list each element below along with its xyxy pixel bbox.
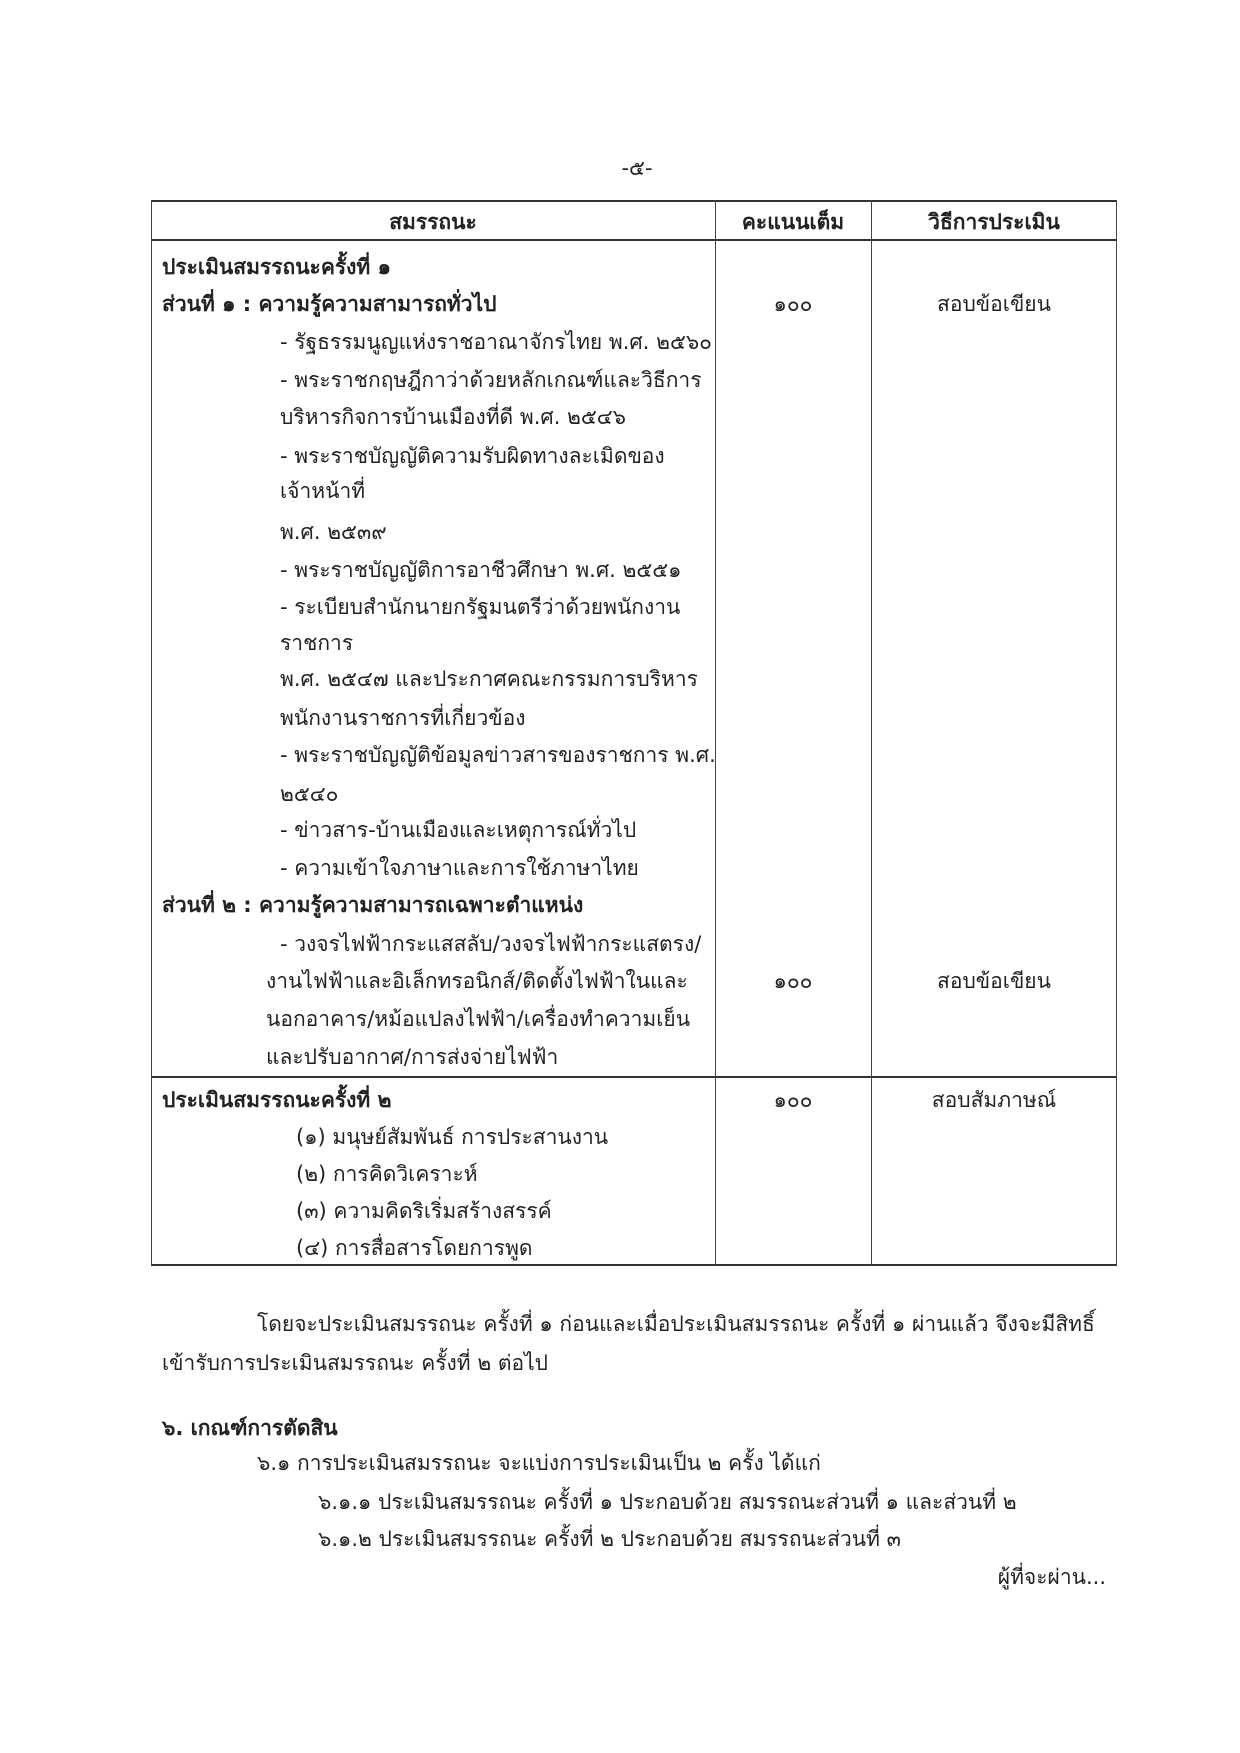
part2-title: ส่วนที่ ๒ : ความรู้ความสามารถเฉพาะตำแหน่ง: [162, 893, 584, 917]
criteria-item: ๖.๑.๑ ประเมินสมรรถนะ ครั้งที่ ๑ ประกอบด้วย สมรรถนะส่วนที่ ๑ และส่วนที่ ๒: [318, 1490, 1017, 1514]
header-method: วิธีการประเมิน: [928, 210, 1060, 234]
table-border-bottom: [151, 1264, 1117, 1266]
part1-line: พนักงานราชการที่เกี่ยวข้อง: [280, 706, 526, 730]
part2-line: งานไฟฟ้าและอิเล็กทรอนิกส์/ติดตั้งไฟฟ้าในและ: [266, 969, 688, 993]
table-border-top: [151, 200, 1117, 202]
round2-score: ๑๐๐: [773, 1088, 813, 1112]
round2-item: (๑) มนุษย์สัมพันธ์ การประสานงาน: [296, 1125, 609, 1149]
table-border-left: [151, 200, 152, 1265]
round2-item: (๓) ความคิดริเริ่มสร้างสรรค์: [296, 1199, 552, 1223]
round2-method: สอบสัมภาษณ์: [931, 1088, 1057, 1112]
part2-line: - วงจรไฟฟ้ากระแสสลับ/วงจรไฟฟ้ากระแสตรง/: [280, 932, 702, 956]
round2-title: ประเมินสมรรถนะครั้งที่ ๒: [162, 1088, 392, 1112]
part2-method: สอบข้อเขียน: [937, 969, 1051, 993]
part1-line: - พระราชบัญญัติการอาชีวศึกษา พ.ศ. ๒๕๕๑: [280, 558, 682, 582]
header-full-score: คะแนนเต็ม: [741, 210, 845, 234]
part1-line: ราชการ: [280, 631, 354, 655]
paragraph-line: โดยจะประเมินสมรรถนะ ครั้งที่ ๑ ก่อนและเมื่อประเมินสมรรถนะ ครั้งที่ ๑ ผ่านแล้ว จึงจะมีสิทธิ์: [257, 1312, 1095, 1336]
header-divider: [151, 239, 1117, 241]
part1-line: บริหารกิจการบ้านเมืองที่ดี พ.ศ. ๒๕๔๖: [280, 405, 627, 429]
column-divider: [715, 200, 716, 1265]
page-number: -๕-: [621, 156, 653, 180]
part1-score: ๑๐๐: [773, 292, 813, 316]
round2-item: (๔) การสื่อสารโดยการพูด: [296, 1236, 533, 1260]
part1-line: - ข่าวสาร-บ้านเมืองและเหตุการณ์ทั่วไป: [280, 818, 637, 842]
section6-heading: ๖. เกณฑ์การตัดสิน: [162, 1416, 338, 1440]
part2-line: นอกอาคาร/หม้อแปลงไฟฟ้า/เครื่องทำความเย็น: [266, 1007, 691, 1031]
column-divider: [871, 200, 872, 1265]
part1-line: - รัฐธรรมนูญแห่งราชอาณาจักรไทย พ.ศ. ๒๕๖๐: [280, 330, 712, 354]
part1-line: เจ้าหน้าที่: [280, 479, 366, 503]
criteria-item: ๖.๑.๒ ประเมินสมรรถนะ ครั้งที่ ๒ ประกอบด้วย สมรรถนะส่วนที่ ๓: [318, 1527, 902, 1551]
part1-line: พ.ศ. ๒๕๓๙: [280, 520, 387, 544]
part1-method: สอบข้อเขียน: [937, 292, 1051, 316]
table-border-right: [1116, 200, 1117, 1265]
part1-title: ส่วนที่ ๑ : ความรู้ความสามารถทั่วไป: [162, 292, 497, 316]
row-divider: [151, 1076, 1117, 1078]
criteria-item: ๖.๑ การประเมินสมรรถนะ จะแบ่งการประเมินเป็น ๒ ครั้ง ได้แก่: [257, 1451, 821, 1475]
part1-line: - ความเข้าใจภาษาและการใช้ภาษาไทย: [280, 856, 639, 880]
paragraph-line: เข้ารับการประเมินสมรรถนะ ครั้งที่ ๒ ต่อไป: [162, 1351, 548, 1375]
round2-item: (๒) การคิดวิเคราะห์: [296, 1162, 478, 1186]
part1-line: - ระเบียบสำนักนายกรัฐมนตรีว่าด้วยพนักงาน: [280, 595, 681, 619]
part1-line: - พระราชกฤษฎีกาว่าด้วยหลักเกณฑ์และวิธีการ: [280, 368, 702, 392]
part1-line: พ.ศ. ๒๕๔๗ และประกาศคณะกรรมการบริหาร: [280, 667, 698, 691]
round1-title: ประเมินสมรรถนะครั้งที่ ๑: [162, 255, 391, 279]
continuation-text: ผู้ที่จะผ่าน...: [997, 1565, 1106, 1589]
part1-line: ๒๕๔๐: [280, 782, 339, 806]
part1-line: - พระราชบัญญัติความรับผิดทางละเมิดของ: [280, 444, 665, 468]
part2-line: และปรับอากาศ/การส่งจ่ายไฟฟ้า: [266, 1045, 559, 1069]
header-competency: สมรรถนะ: [389, 210, 477, 234]
part2-score: ๑๐๐: [773, 969, 813, 993]
part1-line: - พระราชบัญญัติข้อมูลข่าวสารของราชการ พ.ศ.: [280, 743, 716, 767]
